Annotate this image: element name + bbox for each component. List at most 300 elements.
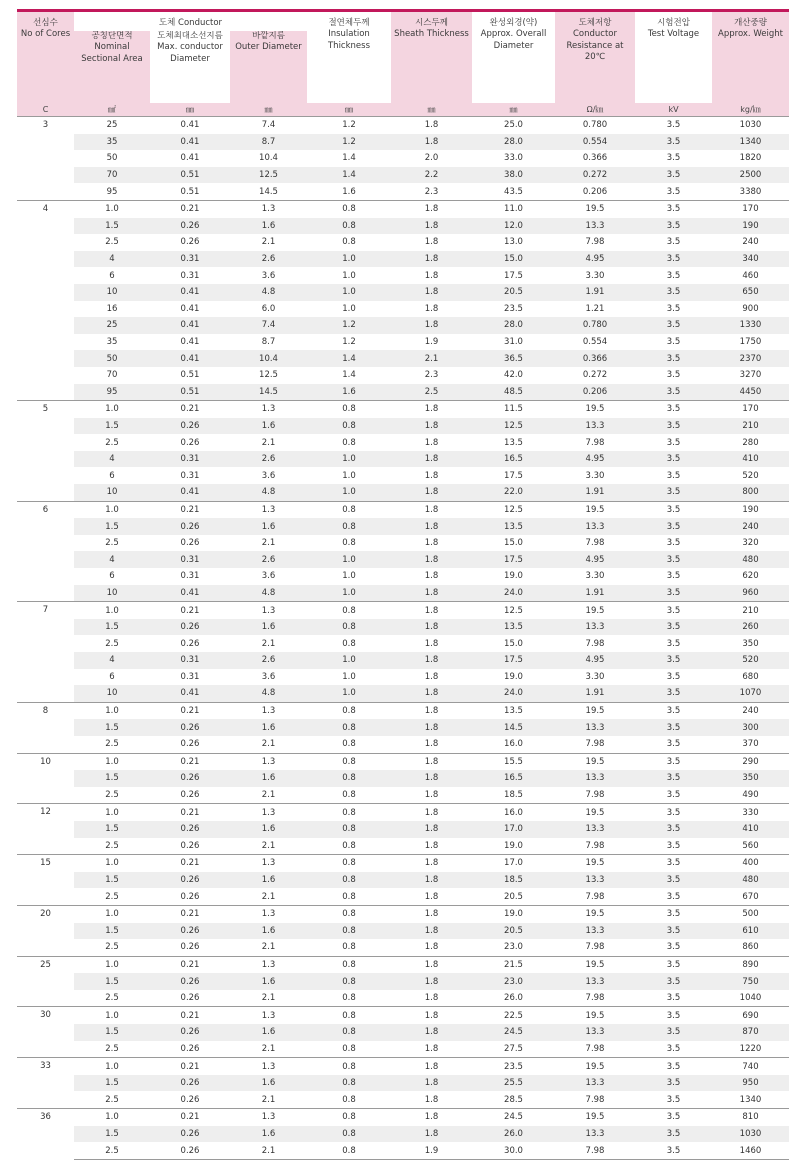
table-row — [17, 134, 789, 151]
cell-test-voltage: 3.5 — [666, 671, 681, 682]
cell-outer-diameter: 2.1 — [261, 538, 276, 549]
table-row — [17, 251, 789, 268]
cell-sheath-thickness: 1.8 — [391, 602, 472, 619]
cell-max-conductor-diameter: 0.26 — [180, 538, 200, 549]
cell-outer-diameter: 1.3 — [230, 1109, 307, 1126]
cell-overall-diameter: 43.5 — [504, 186, 523, 197]
table-row — [17, 635, 789, 652]
cell-sheath-thickness: 1.8 — [391, 401, 472, 418]
cell-sheath-thickness: 2.3 — [424, 370, 439, 381]
cell-conductor-resistance: 4.95 — [555, 551, 635, 568]
header-test-voltage: 시험전압 Test Voltage — [647, 18, 700, 40]
cell-insulation-thickness: 0.8 — [307, 702, 391, 719]
cell-approx-weight: 960 — [712, 585, 789, 602]
table-header — [17, 11, 789, 117]
cell-outer-diameter: 1.3 — [230, 956, 307, 973]
cell-nominal-area: 35 — [106, 337, 118, 348]
cell-overall-diameter: 19.0 — [504, 671, 523, 682]
cell-insulation-thickness: 0.8 — [307, 401, 391, 418]
cell-outer-diameter: 2.6 — [230, 652, 307, 669]
cell-max-conductor-diameter: 0.21 — [150, 200, 230, 217]
cell-nominal-area: 70 — [74, 167, 150, 184]
cell-test-voltage: 3.5 — [666, 437, 681, 448]
cell-conductor-resistance: 7.98 — [585, 437, 605, 448]
cell-outer-diameter: 1.6 — [230, 1024, 307, 1041]
cell-sheath-thickness: 1.8 — [391, 117, 472, 134]
cell-max-conductor-diameter: 0.31 — [180, 470, 200, 481]
header-conductor-group: 도체 Conductor — [74, 11, 307, 31]
cell-max-conductor-diameter: 0.31 — [150, 451, 230, 468]
cell-sheath-thickness: 1.8 — [424, 303, 439, 314]
cell-nominal-area: 25 — [74, 117, 150, 134]
cell-max-conductor-diameter: 0.26 — [150, 1024, 230, 1041]
cell-approx-weight: 800 — [712, 484, 789, 501]
cell-nominal-area: 2.5 — [105, 739, 119, 750]
cell-outer-diameter: 3.6 — [261, 571, 276, 582]
cell-outer-diameter: 1.3 — [230, 753, 307, 770]
cell-test-voltage: 3.5 — [635, 551, 712, 568]
cell-test-voltage: 3.5 — [635, 134, 712, 151]
cell-nominal-area: 1.5 — [74, 218, 150, 235]
cell-nominal-area: 1.5 — [74, 418, 150, 435]
cell-outer-diameter: 2.1 — [261, 437, 276, 448]
cell-approx-weight: 350 — [712, 770, 789, 787]
cell-approx-weight: 1030 — [712, 117, 789, 134]
cell-max-conductor-diameter: 0.21 — [150, 401, 230, 418]
cell-insulation-thickness: 0.8 — [307, 1075, 391, 1092]
cell-sheath-thickness: 1.8 — [391, 451, 472, 468]
unit-overall-diameter: ㎜ — [472, 103, 555, 117]
table-row — [17, 401, 789, 418]
header-insulation: 절연체두께 Insulation Thickness — [327, 18, 370, 51]
cell-nominal-area: 1.0 — [74, 956, 150, 973]
cell-sheath-thickness: 1.8 — [424, 942, 439, 953]
cell-test-voltage: 3.5 — [666, 237, 681, 248]
cell-sheath-thickness: 1.8 — [391, 1007, 472, 1024]
cell-overall-diameter: 15.0 — [472, 251, 555, 268]
cell-conductor-resistance: 13.3 — [555, 1024, 635, 1041]
table-row — [17, 1126, 789, 1143]
cell-approx-weight: 610 — [712, 923, 789, 940]
cell-overall-diameter: 15.5 — [472, 753, 555, 770]
cell-conductor-resistance: 7.98 — [585, 1043, 605, 1054]
cell-test-voltage: 3.5 — [635, 167, 712, 184]
table-row — [17, 501, 789, 518]
cell-approx-weight: 890 — [712, 956, 789, 973]
cell-nominal-area: 50 — [106, 153, 118, 164]
cell-outer-diameter: 1.6 — [230, 418, 307, 435]
table-row — [17, 568, 789, 585]
cell-conductor-resistance: 1.91 — [555, 484, 635, 501]
cell-max-conductor-diameter: 0.41 — [180, 337, 200, 348]
cell-max-conductor-diameter: 0.26 — [180, 891, 200, 902]
cell-sheath-thickness: 1.8 — [424, 993, 439, 1004]
unit-weight: kg/㎞ — [712, 103, 789, 117]
cell-nominal-area: 1.5 — [74, 973, 150, 990]
cell-test-voltage: 3.5 — [666, 538, 681, 549]
cell-insulation-thickness: 0.8 — [307, 218, 391, 235]
cell-conductor-resistance: 0.780 — [555, 317, 635, 334]
cell-conductor-resistance: 7.98 — [585, 638, 605, 649]
cell-approx-weight: 2370 — [712, 350, 789, 367]
cell-test-voltage: 3.5 — [666, 370, 681, 381]
cell-max-conductor-diameter: 0.41 — [150, 134, 230, 151]
cell-outer-diameter: 2.1 — [261, 993, 276, 1004]
cell-nominal-area: 4 — [74, 251, 150, 268]
table-row — [17, 150, 789, 167]
cell-overall-diameter: 23.5 — [472, 1058, 555, 1075]
cell-sheath-thickness: 1.8 — [424, 790, 439, 801]
cell-approx-weight: 350 — [742, 638, 759, 649]
cell-nominal-area: 50 — [74, 350, 150, 367]
table-row — [17, 973, 789, 990]
cell-approx-weight: 400 — [712, 855, 789, 872]
table-row — [17, 736, 789, 753]
cell-max-conductor-diameter: 0.26 — [150, 923, 230, 940]
cell-max-conductor-diameter: 0.41 — [150, 585, 230, 602]
cell-cores: 3 — [17, 117, 74, 201]
cell-sheath-thickness: 1.8 — [424, 891, 439, 902]
cell-sheath-thickness: 1.8 — [424, 638, 439, 649]
cell-nominal-area: 1.0 — [74, 401, 150, 418]
cell-conductor-resistance: 0.206 — [555, 384, 635, 401]
cell-overall-diameter: 28.0 — [472, 134, 555, 151]
cell-conductor-resistance: 7.98 — [585, 739, 605, 750]
cell-approx-weight: 3380 — [739, 186, 762, 197]
cell-overall-diameter: 20.5 — [472, 923, 555, 940]
cell-conductor-resistance: 19.5 — [555, 1109, 635, 1126]
cell-sheath-thickness: 2.1 — [391, 350, 472, 367]
cell-nominal-area: 16 — [106, 303, 118, 314]
cell-sheath-thickness: 1.8 — [391, 872, 472, 889]
cell-outer-diameter: 1.3 — [230, 855, 307, 872]
cell-overall-diameter: 19.0 — [472, 905, 555, 922]
table-row — [17, 652, 789, 669]
cell-conductor-resistance: 1.91 — [555, 685, 635, 702]
cell-overall-diameter: 28.0 — [472, 317, 555, 334]
cell-sheath-thickness: 1.9 — [424, 337, 439, 348]
table-row — [17, 467, 789, 484]
cell-outer-diameter: 2.1 — [261, 739, 276, 750]
cell-sheath-thickness: 1.8 — [391, 200, 472, 217]
table-row — [17, 872, 789, 889]
table-row — [17, 167, 789, 184]
cell-conductor-resistance: 13.3 — [555, 770, 635, 787]
cell-insulation-thickness: 0.8 — [342, 538, 356, 549]
unit-outer-diameter: ㎜ — [230, 103, 307, 117]
cell-conductor-resistance: 0.780 — [555, 117, 635, 134]
cell-conductor-resistance: 7.98 — [585, 790, 605, 801]
cell-outer-diameter: 2.1 — [261, 891, 276, 902]
cell-approx-weight: 1040 — [739, 993, 762, 1004]
cell-sheath-thickness: 1.8 — [391, 905, 472, 922]
cell-approx-weight: 500 — [712, 905, 789, 922]
cell-outer-diameter: 1.6 — [230, 973, 307, 990]
cell-outer-diameter: 2.1 — [261, 237, 276, 248]
cell-max-conductor-diameter: 0.26 — [180, 840, 200, 851]
cell-test-voltage: 3.5 — [635, 619, 712, 636]
cell-test-voltage: 3.5 — [635, 804, 712, 821]
cell-conductor-resistance: 13.3 — [555, 619, 635, 636]
cell-sheath-thickness: 1.8 — [391, 652, 472, 669]
cell-test-voltage: 3.5 — [635, 719, 712, 736]
unit-max-diameter: ㎜ — [150, 103, 230, 117]
cell-max-conductor-diameter: 0.21 — [150, 956, 230, 973]
cell-insulation-thickness: 0.8 — [342, 942, 356, 953]
cell-approx-weight: 240 — [712, 518, 789, 535]
cell-max-conductor-diameter: 0.26 — [180, 237, 200, 248]
cell-insulation-thickness: 1.4 — [342, 153, 356, 164]
cell-overall-diameter: 17.5 — [504, 470, 523, 481]
cell-conductor-resistance: 13.3 — [555, 821, 635, 838]
cell-sheath-thickness: 1.8 — [391, 804, 472, 821]
cell-overall-diameter: 24.5 — [472, 1024, 555, 1041]
cell-sheath-thickness: 1.8 — [391, 753, 472, 770]
table-row — [17, 719, 789, 736]
cell-max-conductor-diameter: 0.26 — [150, 218, 230, 235]
cell-conductor-resistance: 13.3 — [555, 872, 635, 889]
cell-nominal-area: 6 — [109, 671, 115, 682]
cell-max-conductor-diameter: 0.21 — [150, 602, 230, 619]
cell-overall-diameter: 22.5 — [472, 1007, 555, 1024]
cell-nominal-area: 1.5 — [74, 821, 150, 838]
cell-conductor-resistance: 0.554 — [582, 337, 608, 348]
cell-insulation-thickness: 0.8 — [307, 821, 391, 838]
cell-nominal-area: 35 — [74, 134, 150, 151]
cell-cores: 5 — [17, 401, 74, 502]
cell-sheath-thickness: 1.8 — [424, 739, 439, 750]
cell-approx-weight: 410 — [712, 821, 789, 838]
cell-approx-weight: 1070 — [712, 685, 789, 702]
cell-max-conductor-diameter: 0.26 — [150, 1126, 230, 1143]
cell-insulation-thickness: 0.8 — [307, 1126, 391, 1143]
unit-cores: C — [17, 103, 74, 117]
cell-max-conductor-diameter: 0.31 — [150, 652, 230, 669]
cell-overall-diameter: 24.0 — [472, 585, 555, 602]
cell-max-conductor-diameter: 0.21 — [150, 1007, 230, 1024]
cell-conductor-resistance: 7.98 — [555, 1142, 635, 1159]
cell-overall-diameter: 20.5 — [504, 891, 523, 902]
table-row — [17, 1041, 789, 1058]
cell-approx-weight: 1220 — [739, 1043, 762, 1054]
cell-insulation-thickness: 1.4 — [307, 350, 391, 367]
cell-outer-diameter: 3.6 — [261, 671, 276, 682]
cell-overall-diameter: 17.0 — [472, 855, 555, 872]
cell-test-voltage: 3.5 — [635, 652, 712, 669]
cell-overall-diameter: 16.0 — [504, 739, 523, 750]
cell-max-conductor-diameter: 0.41 — [180, 303, 200, 314]
cell-overall-diameter: 23.0 — [504, 942, 523, 953]
cell-conductor-resistance: 1.21 — [585, 303, 605, 314]
cell-test-voltage: 3.5 — [666, 1094, 681, 1105]
cell-outer-diameter: 1.3 — [230, 501, 307, 518]
cell-insulation-thickness: 0.8 — [342, 638, 356, 649]
cell-overall-diameter: 16.0 — [472, 804, 555, 821]
cell-overall-diameter: 11.5 — [472, 401, 555, 418]
cell-overall-diameter: 28.5 — [504, 1094, 523, 1105]
cell-conductor-resistance: 3.30 — [585, 571, 605, 582]
cell-sheath-thickness: 1.8 — [391, 218, 472, 235]
cell-overall-diameter: 25.0 — [472, 117, 555, 134]
cell-test-voltage: 3.5 — [635, 872, 712, 889]
cell-test-voltage: 3.5 — [635, 401, 712, 418]
cell-nominal-area: 95 — [106, 186, 118, 197]
cell-cores: 6 — [17, 501, 74, 602]
cell-outer-diameter: 2.6 — [230, 551, 307, 568]
cell-test-voltage: 3.5 — [635, 923, 712, 940]
cell-cores: 30 — [17, 1007, 74, 1058]
cell-sheath-thickness: 1.8 — [391, 551, 472, 568]
cell-max-conductor-diameter: 0.26 — [180, 638, 200, 649]
cell-insulation-thickness: 0.8 — [307, 905, 391, 922]
cell-insulation-thickness: 0.8 — [307, 619, 391, 636]
cell-outer-diameter: 1.3 — [230, 602, 307, 619]
cell-overall-diameter: 17.5 — [472, 551, 555, 568]
cell-nominal-area: 10 — [74, 484, 150, 501]
cell-conductor-resistance: 3.30 — [585, 470, 605, 481]
cell-cores: 25 — [17, 956, 74, 1007]
cell-outer-diameter: 3.6 — [261, 270, 276, 281]
cell-conductor-resistance: 19.5 — [555, 401, 635, 418]
unit-sheath: ㎜ — [391, 103, 472, 117]
table-row — [17, 770, 789, 787]
header-overall-diameter: 완성외경(약) Approx. Overall Diameter — [480, 18, 547, 51]
table-row — [17, 451, 789, 468]
cell-overall-diameter: 25.5 — [472, 1075, 555, 1092]
cell-insulation-thickness: 0.8 — [307, 501, 391, 518]
cell-test-voltage: 3.5 — [666, 993, 681, 1004]
cell-nominal-area: 70 — [106, 370, 118, 381]
cell-insulation-thickness: 0.8 — [342, 1094, 356, 1105]
table-row — [17, 990, 789, 1007]
cell-approx-weight: 240 — [712, 702, 789, 719]
cell-sheath-thickness: 1.8 — [391, 923, 472, 940]
cell-max-conductor-diameter: 0.26 — [150, 770, 230, 787]
cell-nominal-area: 1.5 — [74, 923, 150, 940]
cell-conductor-resistance: 19.5 — [555, 1007, 635, 1024]
cell-outer-diameter: 8.7 — [261, 337, 276, 348]
cell-test-voltage: 3.5 — [666, 891, 681, 902]
cell-outer-diameter: 2.6 — [230, 451, 307, 468]
cell-conductor-resistance: 0.366 — [555, 350, 635, 367]
cell-overall-diameter: 13.5 — [504, 437, 523, 448]
cell-sheath-thickness: 1.8 — [424, 671, 439, 682]
cell-sheath-thickness: 1.8 — [391, 134, 472, 151]
cell-test-voltage: 3.5 — [635, 770, 712, 787]
table-row — [17, 484, 789, 501]
cell-nominal-area: 10 — [74, 284, 150, 301]
cell-sheath-thickness: 2.3 — [424, 186, 439, 197]
cell-overall-diameter: 15.0 — [504, 638, 523, 649]
cell-test-voltage: 3.5 — [635, 251, 712, 268]
table-row — [17, 669, 789, 686]
table-body — [17, 117, 789, 1160]
cell-insulation-thickness: 1.0 — [307, 284, 391, 301]
cell-insulation-thickness: 1.0 — [307, 652, 391, 669]
cell-max-conductor-diameter: 0.21 — [150, 753, 230, 770]
table-row — [17, 367, 789, 384]
header-cores: 선심수 No of Cores — [17, 11, 74, 104]
cell-test-voltage: 3.5 — [635, 284, 712, 301]
cell-conductor-resistance: 13.3 — [555, 719, 635, 736]
cell-overall-diameter: 17.5 — [472, 652, 555, 669]
cell-test-voltage: 3.5 — [635, 1109, 712, 1126]
cell-nominal-area: 1.0 — [74, 804, 150, 821]
table-row — [17, 350, 789, 367]
cell-nominal-area: 2.5 — [105, 790, 119, 801]
cell-approx-weight: 1340 — [712, 134, 789, 151]
cell-overall-diameter: 38.0 — [472, 167, 555, 184]
header-max-conductor-diameter: 도체최대소선지름 Max. conductor Diameter — [157, 31, 223, 64]
cell-conductor-resistance: 19.5 — [555, 753, 635, 770]
cell-outer-diameter: 7.4 — [230, 117, 307, 134]
unit-area: ㎟ — [74, 103, 150, 117]
cell-nominal-area: 2.5 — [105, 1094, 119, 1105]
cell-sheath-thickness: 1.8 — [424, 538, 439, 549]
cell-insulation-thickness: 0.8 — [307, 1142, 391, 1159]
cell-nominal-area: 1.0 — [74, 1109, 150, 1126]
cell-nominal-area: 2.5 — [105, 237, 119, 248]
cell-approx-weight: 1330 — [712, 317, 789, 334]
cell-approx-weight: 1750 — [739, 337, 762, 348]
cell-approx-weight: 690 — [712, 1007, 789, 1024]
cell-nominal-area: 6 — [109, 270, 115, 281]
cell-approx-weight: 680 — [742, 671, 759, 682]
cell-insulation-thickness: 0.8 — [307, 1109, 391, 1126]
cell-test-voltage: 3.5 — [666, 303, 681, 314]
cell-max-conductor-diameter: 0.41 — [150, 484, 230, 501]
cell-nominal-area: 1.0 — [74, 501, 150, 518]
cell-nominal-area: 4 — [74, 451, 150, 468]
cell-conductor-resistance: 4.95 — [555, 652, 635, 669]
cell-outer-diameter: 2.1 — [261, 1043, 276, 1054]
cell-max-conductor-diameter: 0.26 — [180, 437, 200, 448]
unit-insulation: ㎜ — [307, 103, 391, 117]
cell-approx-weight: 190 — [712, 501, 789, 518]
cell-approx-weight: 1820 — [739, 153, 762, 164]
cell-insulation-thickness: 1.0 — [307, 551, 391, 568]
cell-conductor-resistance: 19.5 — [555, 1058, 635, 1075]
cell-conductor-resistance: 7.98 — [585, 942, 605, 953]
cell-max-conductor-diameter: 0.21 — [150, 501, 230, 518]
cell-nominal-area: 2.5 — [105, 942, 119, 953]
cell-max-conductor-diameter: 0.41 — [150, 317, 230, 334]
cell-conductor-resistance: 13.3 — [555, 1075, 635, 1092]
cell-outer-diameter: 1.6 — [230, 719, 307, 736]
table-row — [17, 1058, 789, 1075]
cell-test-voltage: 3.5 — [635, 350, 712, 367]
cell-insulation-thickness: 1.0 — [307, 585, 391, 602]
cell-insulation-thickness: 1.0 — [342, 470, 356, 481]
cell-max-conductor-diameter: 0.51 — [180, 370, 200, 381]
cell-test-voltage: 3.5 — [635, 317, 712, 334]
table-row — [17, 200, 789, 217]
cell-test-voltage: 3.5 — [666, 153, 681, 164]
cell-max-conductor-diameter: 0.26 — [150, 821, 230, 838]
cell-approx-weight: 190 — [712, 218, 789, 235]
cell-nominal-area: 10 — [74, 585, 150, 602]
cell-test-voltage: 3.5 — [666, 337, 681, 348]
cell-max-conductor-diameter: 0.21 — [150, 804, 230, 821]
cell-outer-diameter: 6.0 — [261, 303, 276, 314]
cell-sheath-thickness: 1.8 — [391, 317, 472, 334]
cell-outer-diameter: 1.6 — [230, 872, 307, 889]
cell-test-voltage: 3.5 — [635, 1142, 712, 1159]
cell-max-conductor-diameter: 0.41 — [150, 284, 230, 301]
cell-overall-diameter: 23.0 — [472, 973, 555, 990]
cell-conductor-resistance: 19.5 — [555, 200, 635, 217]
cell-nominal-area: 1.0 — [74, 200, 150, 217]
